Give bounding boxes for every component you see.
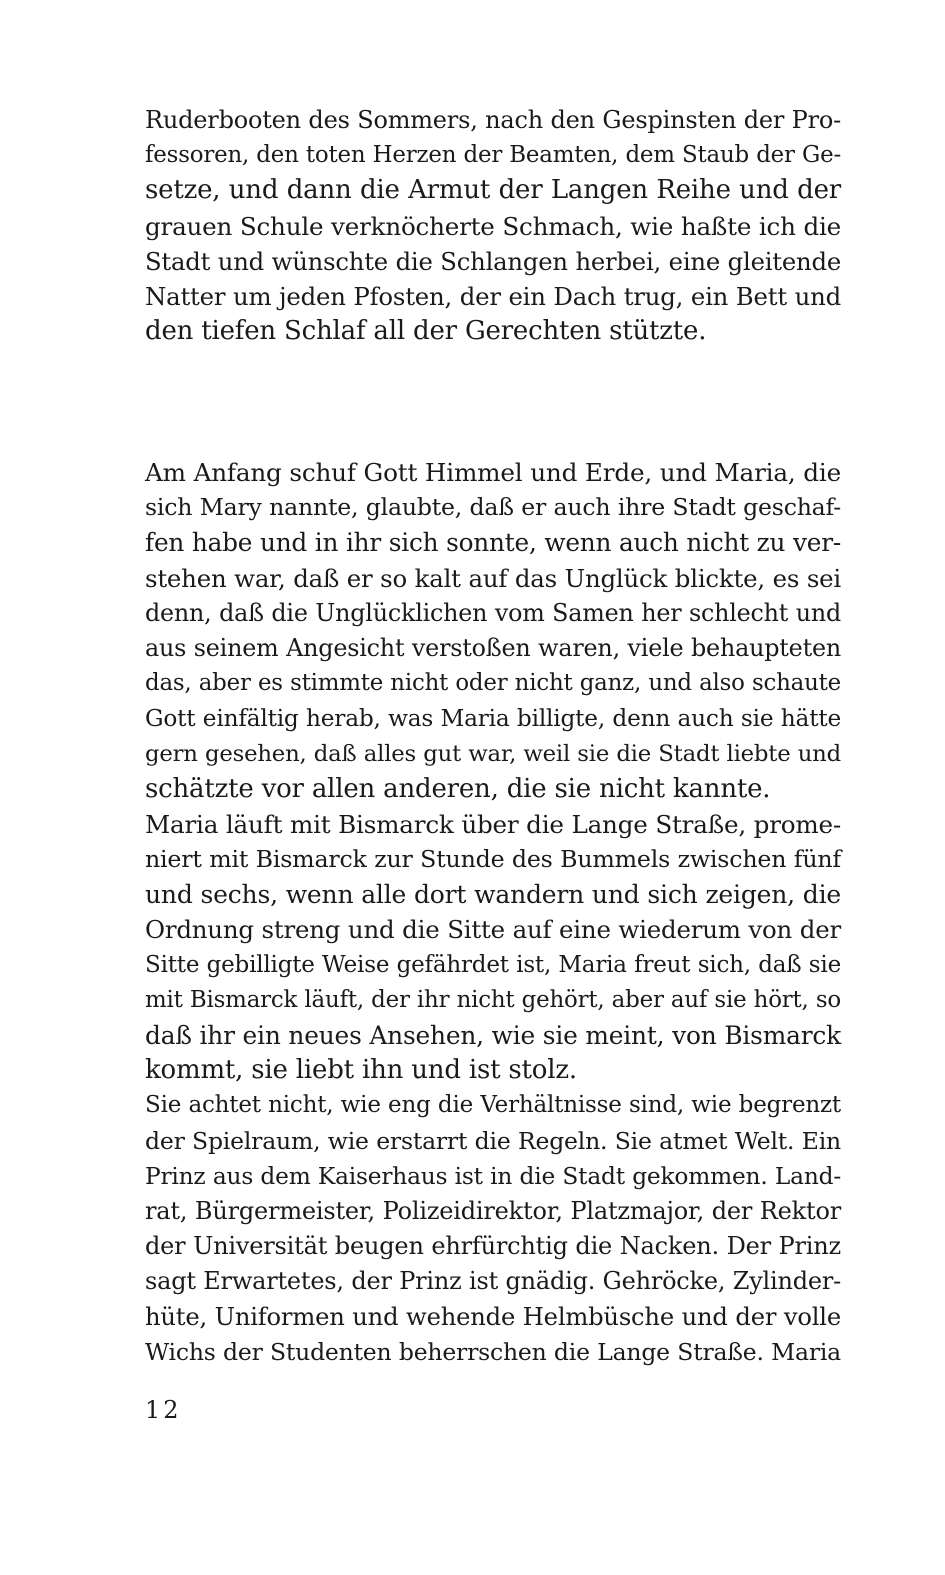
text-line: aus seinem Angesicht verstoßen waren, viele behaupteten bbox=[145, 633, 841, 662]
text-line: Gott einfältig herab, was Maria billigte, denn auch sie hätte bbox=[145, 705, 841, 733]
text-line: setze, und dann die Armut der Langen Reihe und der bbox=[145, 175, 841, 206]
text-line: fessoren, den toten Herzen der Beamten, dem Staub der Ge- bbox=[145, 142, 841, 169]
text-line: sich Mary nannte, glaubte, daß er auch ihre Stadt geschaf- bbox=[145, 493, 841, 522]
text-block-2 bbox=[145, 455, 841, 1370]
text-line: Wichs der Studenten beherrschen die Lange Straße. Maria bbox=[145, 1337, 841, 1366]
text-line: Ordnung streng und die Sitte auf eine wiederum von der bbox=[145, 915, 841, 945]
text-line: der Spielraum, wie erstarrt die Regeln. Sie atmet Welt. Ein bbox=[145, 1126, 841, 1155]
text-line: Natter um jeden Pfosten, der ein Dach trug, ein Bett und bbox=[145, 281, 841, 311]
text-line: fen habe und in ihr sich sonnte, wenn auch nicht zu ver- bbox=[145, 528, 841, 558]
text-line: Am Anfang schuf Gott Himmel und Erde, und Maria, die bbox=[145, 458, 841, 487]
text-line: Sitte gebilligte Weise gefährdet ist, Maria freut sich, daß sie bbox=[145, 951, 841, 978]
text-line: den tiefen Schlaf all der Gerechten stützte. bbox=[145, 316, 707, 347]
text-line: und sechs, wenn alle dort wandern und sich zeigen, die bbox=[145, 880, 841, 910]
text-line: daß ihr ein neues Ansehen, wie sie meint, von Bismarck bbox=[145, 1021, 841, 1050]
text-line: mit Bismarck läuft, der ihr nicht gehört, aber auf sie hört, so bbox=[145, 986, 841, 1013]
text-block-1 bbox=[145, 103, 841, 349]
text-line: Sie achtet nicht, wie eng die Verhältnisse sind, wie begrenzt bbox=[145, 1092, 841, 1119]
text-line: der Universität beugen ehrfürchtig die Nacken. Der Prinz bbox=[145, 1232, 841, 1261]
text-line: Maria läuft mit Bismarck über die Lange Straße, prome- bbox=[145, 809, 841, 839]
text-line: Stadt und wünschte die Schlangen herbei, eine gleitende bbox=[145, 246, 841, 276]
text-line: hüte, Uniformen und wehende Helmbüsche und der volle bbox=[145, 1302, 841, 1331]
page-number: 12 bbox=[145, 1396, 182, 1424]
text-line: rat, Bürgermeister, Polizeidirektor, Platzmajor, der Rektor bbox=[145, 1196, 841, 1225]
text-line: Prinz aus dem Kaiserhaus ist in die Stadt gekommen. Land- bbox=[145, 1162, 841, 1190]
text-line: sagt Erwartetes, der Prinz ist gnädig. Gehröcke, Zylinder- bbox=[145, 1267, 841, 1296]
text-line: schätzte vor allen anderen, die sie nicht kannte. bbox=[145, 773, 771, 804]
text-line: denn, daß die Unglücklichen vom Samen her schlecht und bbox=[145, 598, 841, 627]
text-line: niert mit Bismarck zur Stunde des Bummels zwischen fünf bbox=[145, 845, 841, 874]
text-line: grauen Schule verknöcherte Schmach, wie haßte ich die bbox=[145, 211, 841, 241]
text-line: Ruderbooten des Sommers, nach den Gespinsten der Pro- bbox=[145, 106, 841, 134]
text-line: kommt, sie liebt ihn und ist stolz. bbox=[145, 1055, 577, 1086]
text-line: gern gesehen, daß alles gut war, weil sie die Stadt liebte und bbox=[145, 740, 841, 767]
text-line: stehen war, daß er so kalt auf das Unglück blickte, es sei bbox=[145, 563, 841, 593]
text-line: das, aber es stimmte nicht oder nicht ganz, und also schaute bbox=[145, 670, 841, 697]
